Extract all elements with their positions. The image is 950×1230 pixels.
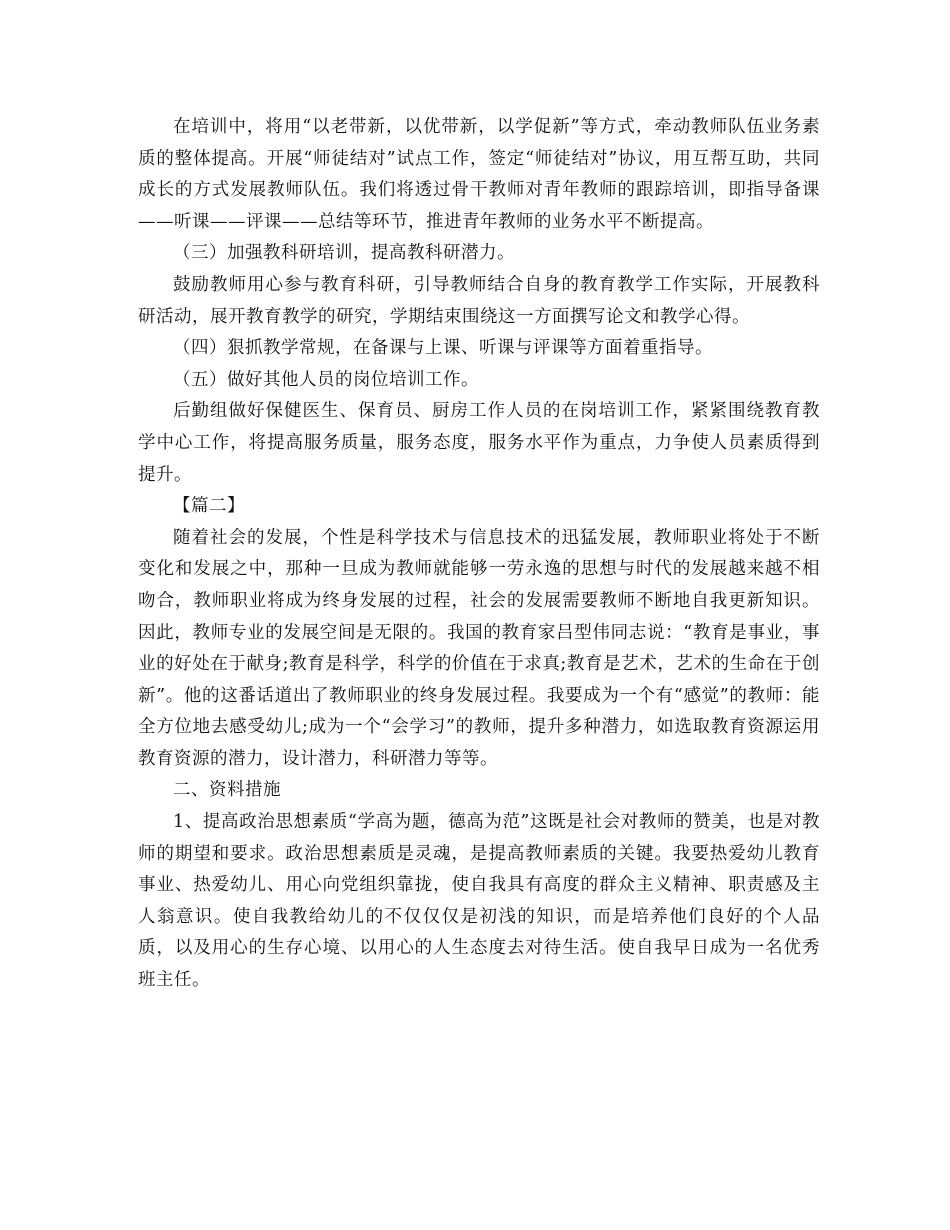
heading-teaching-routine: （四）狠抓教学常规，在备课与上课、听课与评课等方面着重指导。 — [173, 338, 713, 359]
paragraph-political-quality: 1、提高政治思想素质“学高为题，德高为范”这既是社会对教师的赞美，也是对教师的期望和要求。政治思想素质是灵魂，是提高教师素质的关键。我要热爱幼儿教育事业、热爱幼儿、用心向党组织靠拢，使自我具有高度的群众主义精神、职责感及主人翁意识。使自我教给幼儿的不仅仅仅是初浅的知识，而是培养他们良好的个人品质，以及用心的生存心境、以用心的人生态度去对待生活。使自我早日成为一名优秀班主任。 — [138, 812, 820, 991]
heading-measures: 二、资料措施 — [173, 780, 281, 801]
heading-research-training: （三）加强教科研培训，提高教科研潜力。 — [173, 243, 515, 264]
heading-other-staff: （五）做好其他人员的岗位培训工作。 — [173, 369, 479, 390]
paragraph-logistics: 后勤组做好保健医生、保育员、厨房工作人员的在岗培训工作，紧紧围绕教育教学中心工作，将提高服务质量，服务态度，服务水平作为重点，力争使人员素质得到提升。 — [138, 401, 820, 485]
document-page — [138, 112, 820, 997]
paragraph-training-methods: 在培训中，将用“以老带新，以优带新，以学促新”等方式，牵动教师队伍业务素质的整体提高。开展“师徒结对”试点工作，签定“师徒结对”协议，用互帮互助，共同成长的方式发展教师队伍。我们将透过骨干教师对青年教师的跟踪培训，即指导备课——听课——评课——总结等环节，推进青年教师的业务水平不断提高。 — [138, 117, 820, 232]
paragraph-teacher-development: 随着社会的发展，个性是科学技术与信息技术的迅猛发展，教师职业将处于不断变化和发展之中，那种一旦成为教师就能够一劳永逸的思想与时代的发展越来越不相吻合，教师职业将成为终身发展的过程，社会的发展需要教师不断地自我更新知识。因此，教师专业的发展空间是无限的。我国的教育家吕型伟同志说：“教育是事业，事业的好处在于献身;教育是科学，科学的价值在于求真;教育是艺术，艺术的生命在于创新”。他的这番话道出了教师职业的终身发展过程。我要成为一个有“感觉”的教师：能全方位地去感受幼儿;成为一个“会学习”的教师，提升多种潜力，如选取教育资源运用教育资源的潜力，设计潜力，科研潜力等等。 — [138, 527, 820, 769]
section-heading-part-two: 【篇二】 — [173, 496, 245, 517]
paragraph-research: 鼓励教师用心参与教育科研，引导教师结合自身的教育教学工作实际，开展教科研活动，展开教育教学的研究，学期结束围绕这一方面撰写论文和教学心得。 — [138, 274, 820, 327]
